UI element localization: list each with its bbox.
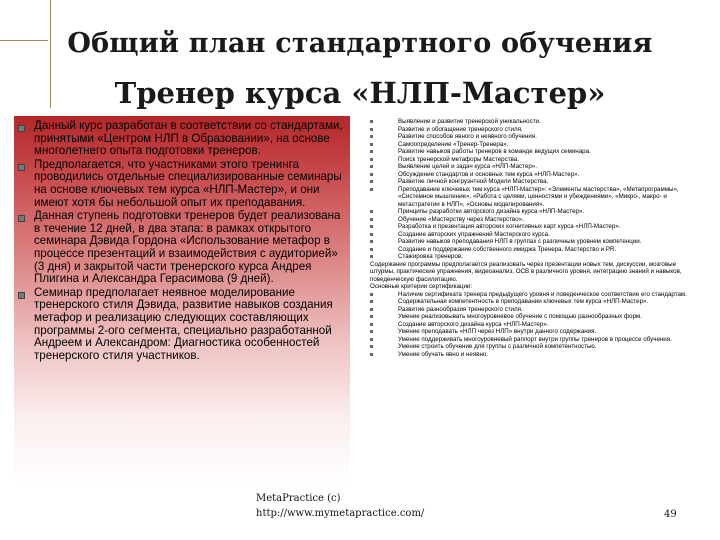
right-list-item: Принципы разработки авторского дизайна курса «НЛП-Мастер». xyxy=(368,208,696,216)
small-bullet-icon xyxy=(370,188,373,191)
small-bullet-icon xyxy=(370,150,373,153)
criteria-item: Умение строить обучение для группы с различной компетентностью. xyxy=(368,343,696,351)
small-bullet-icon xyxy=(370,240,373,243)
left-list-item: Данный курс разработан в соответствии со стандартами, принятыми «Центром НЛП в Образовании», на основе многолетнего опыта подготовки тренеров. xyxy=(18,120,348,158)
criteria-item: Умение поддерживать многоуровневый раппорт внутри группы тренеров в процессе обучения. xyxy=(368,336,696,344)
criteria-item: Наличие сертификата тренера предыдущего уровня и поведенческое соответствие его стандартам. xyxy=(368,291,696,299)
criteria-heading: Основные критерии сертификации: xyxy=(370,283,473,290)
small-bullet-icon xyxy=(370,353,373,356)
right-list-item: Поиск тренерской метафоры Мастерства. xyxy=(368,156,696,164)
criteria-item: Умение преподавать «НЛП через НЛП» внутри данного содержания. xyxy=(368,328,696,336)
square-bullet-icon xyxy=(18,292,25,299)
criteria-item: Умение обучать явно и неявно. xyxy=(368,351,696,359)
left-list-item: Предполагается, что участниками этого тренинга проводились отдельные специализированные семинары на основе ключевых тем курса «НЛП-Мастер», и они имеют хотя бы небольшой опыт их преподавания. xyxy=(18,159,348,209)
small-bullet-icon xyxy=(370,300,373,303)
small-bullet-icon xyxy=(370,315,373,318)
small-bullet-icon xyxy=(370,338,373,341)
small-bullet-icon xyxy=(370,308,373,311)
right-list-item: Развитие навыков работы тренеров в команде ведущих семинара. xyxy=(368,148,696,156)
small-bullet-icon xyxy=(370,135,373,138)
footer xyxy=(256,491,424,521)
right-list-item: Выявление и развитие тренерской уникальности. xyxy=(368,118,696,126)
slide-title-line2: Тренер курса «НЛП-Мастер» xyxy=(114,76,606,110)
right-list-item: Развитие способов явного и неявного обучения. xyxy=(368,133,696,141)
small-bullet-icon xyxy=(370,158,373,161)
small-bullet-icon xyxy=(370,120,373,123)
small-bullet-icon xyxy=(370,128,373,131)
small-bullet-icon xyxy=(370,180,373,183)
right-list-item: Создание и поддержание собственного имиджа Тренера. Мастерство и PR. xyxy=(368,246,696,254)
right-list-item: Обучение «Мастерству через Мастерство». xyxy=(368,216,696,224)
right-list-item: Создание авторских упражнений Мастерского курса. xyxy=(368,231,696,239)
right-list-item: Преподавание ключевых тем курса «НЛП-Мастер»: «Элементы мастерства», «Метапрограммы», «Системное мышление», «Работа с целями, ценностями и убеждениями», «Микро-, макро- и метастратегии в НЛП», «Основы моделирования». xyxy=(368,186,696,209)
small-bullet-icon xyxy=(370,210,373,213)
right-list-item: Развитие навыков преподавания НЛП в группах с различным уровнем компетенции. xyxy=(368,238,696,246)
footer-url[interactable]: http://www.mymetapractice.com/ xyxy=(256,508,425,519)
criteria-item: Содержательная компетентность в преподавании ключевых тем курса «НЛП-Мастер». xyxy=(368,298,696,306)
left-bullet-list xyxy=(18,120,348,363)
small-bullet-icon xyxy=(370,225,373,228)
right-list-item: Развитие и обогащение тренерского стиля. xyxy=(368,126,696,134)
footer-copyright: MetaPractice (c) xyxy=(256,493,341,504)
slide-title-line1: Общий план стандартного обучения xyxy=(67,28,653,59)
right-list-item: Развитие личной конгруэнтной Модели Мастерства. xyxy=(368,178,696,186)
small-bullet-icon xyxy=(370,323,373,326)
small-bullet-icon xyxy=(370,173,373,176)
small-bullet-icon xyxy=(370,218,373,221)
right-column xyxy=(368,118,696,358)
small-bullet-icon xyxy=(370,233,373,236)
right-list-item: Разработка и презентация авторских когнитивных карт курса «НЛП-Мастер». xyxy=(368,223,696,231)
small-bullet-icon xyxy=(370,165,373,168)
page-number: 49 xyxy=(664,509,677,520)
small-bullet-icon xyxy=(370,255,373,258)
criteria-item: Умение реализовывать многоуровневое обучение с помощью разнообразных форм. xyxy=(368,313,696,321)
criteria-item: Создание авторского дизайна курса «НЛП-Мастер». xyxy=(368,321,696,329)
program-description: Содержание программы предполагается реализовать через презентации новых тем, дискуссии, мозговые штурмы, практические упражнения, видеоанализ, ОСВ в различного уровня, интеграцию знаний и навыков, поведенческую фасилитацию. xyxy=(370,260,682,283)
criteria-item: Развитие разнообразия тренерского стиля. xyxy=(368,306,696,314)
square-bullet-icon xyxy=(18,164,25,171)
right-list-item: Самоопределение «Тренер-Тренера». xyxy=(368,141,696,149)
small-bullet-icon xyxy=(370,345,373,348)
left-list-item: Семинар предполагает неявное моделирование тренерского стиля Дэвида, развитие навыков создания метафор и реализацию следующих составляющих программы 2-ого сегмента, специально разработанной Андреем и Александром: Диагностика особенностей тренерского стиля участников. xyxy=(18,287,348,363)
right-list-item: Выявление целей и задач курса «НЛП-Мастер». xyxy=(368,163,696,171)
left-list-item: Данная ступень подготовки тренеров будет реализована в течение 12 дней, в два этапа: в рамках открытого семинара Дэвида Гордона «Использование метафор в процессе презентаций и взаимодействия с аудиторией» (3 дня) и закрытой части тренерского курса Андрея Плигина и Александра Герасимова (9 дней). xyxy=(18,210,348,286)
small-bullet-icon xyxy=(370,143,373,146)
small-bullet-icon xyxy=(370,293,373,296)
right-list-item: Стажировка тренеров. xyxy=(368,253,696,261)
small-bullet-icon xyxy=(370,248,373,251)
square-bullet-icon xyxy=(18,215,25,222)
small-bullet-icon xyxy=(370,330,373,333)
right-list-item: Обсуждение стандартов и основных тем курса «НЛП-Мастер». xyxy=(368,171,696,179)
square-bullet-icon xyxy=(18,125,25,132)
